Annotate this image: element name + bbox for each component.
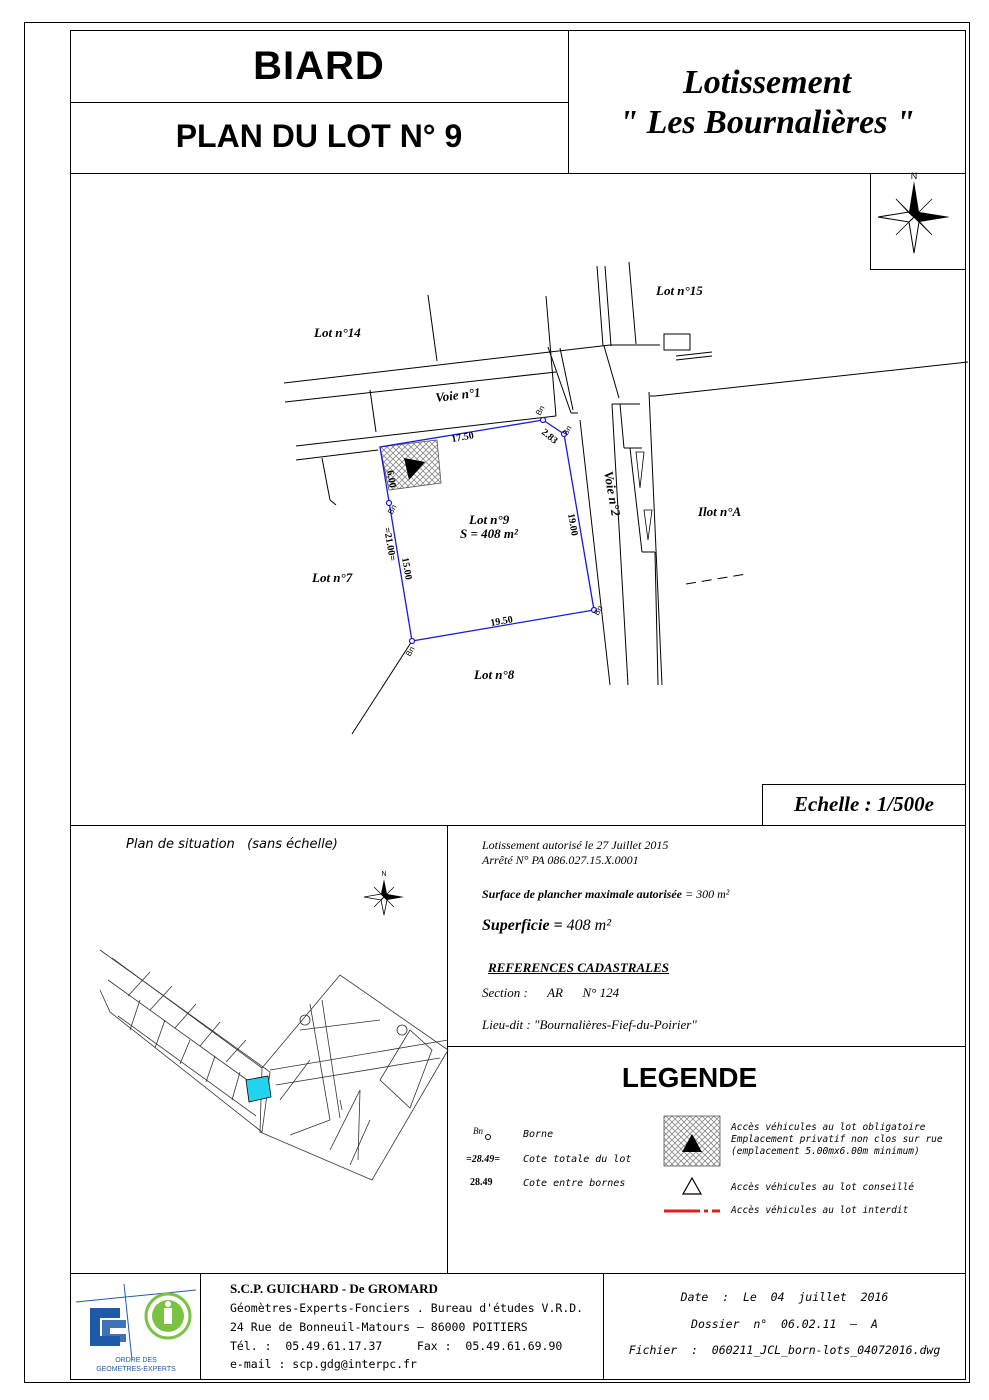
svg-text:Bn: Bn [533, 404, 547, 417]
company-line2: 24 Rue de Bonneuil-Matours — 86000 POITIERS [230, 1320, 528, 1334]
company-line4: e-mail : scp.gdg@interpc.fr [230, 1357, 417, 1371]
voie1-label: Voie n°1 [434, 384, 482, 405]
lot15-label: Lot n°15 [656, 283, 703, 298]
situation-title: Plan de situation (sans échelle) [126, 837, 338, 852]
dim-top: 17.50 [450, 430, 475, 445]
scale-label: Echelle : 1/500e [794, 792, 934, 816]
commune-title: BIARD [253, 44, 385, 88]
superficie-value: 408 m² [562, 917, 612, 934]
dim-left-total: =21.00= [381, 526, 398, 562]
lot9-area: S = 408 m² [460, 526, 518, 541]
lot7-label: Lot n°7 [312, 570, 353, 585]
dim-corner: 2.83 [539, 426, 560, 447]
company-name: S.C.P. GUICHARD - De GROMARD [230, 1281, 438, 1296]
legend-advised: Accès véhicules au lot conseillé [731, 1182, 915, 1193]
superficie [482, 917, 611, 935]
situation-north-icon [364, 871, 404, 915]
svg-text:GEOMETRES-EXPERTS: GEOMETRES-EXPERTS [96, 1366, 176, 1373]
authorisation-date: Lotissement autorisé le 27 Juillet 2015 [482, 838, 669, 852]
svg-text:Bn: Bn [560, 424, 574, 437]
legend-advised-triangle-icon [683, 1178, 701, 1194]
voie2-label: Voie n°2 [601, 469, 624, 518]
cadastral-title: REFERENCES CADASTRALES [488, 960, 669, 975]
dossier-label: Dossier n° 06.02.11 — A [691, 1317, 878, 1331]
superficie-label: Superficie = [482, 917, 563, 934]
legend-mandatory-1: Accès véhicules au lot obligatoire [731, 1122, 926, 1133]
legend-total-symbol: =28.49= [466, 1154, 500, 1165]
legend-between-label: Cote entre bornes [523, 1178, 626, 1189]
lot14-label: Lot n°14 [314, 325, 361, 340]
dim-left-upper: 6.00 [384, 469, 398, 489]
lot9-label: Lot n°9 [469, 512, 510, 527]
dim-right: 19.00 [565, 512, 580, 537]
north-arrow-icon [878, 171, 950, 253]
dim-bottom: 19.50 [489, 614, 514, 629]
situation-lot-highlight [246, 1076, 271, 1102]
legend-between-symbol: 28.49 [470, 1177, 493, 1188]
svg-text:Bn: Bn [385, 503, 399, 516]
lot8-label: Lot n°8 [474, 667, 515, 682]
legend-forbidden: Accès véhicules au lot interdit [731, 1205, 909, 1216]
legend-title: LEGENDE [621, 1062, 758, 1093]
date-label: Date : Le 04 juillet 2016 [680, 1290, 889, 1304]
cadastral-section: Section : AR N° 124 [482, 985, 620, 1000]
arrete-number: Arrêté N° PA 086.027.15.X.0001 [482, 853, 639, 867]
fichier-label: Fichier : 060211_JCL_born-lots_04072016.dwg [628, 1343, 941, 1357]
legend-borne-icon [486, 1135, 491, 1140]
svg-text:N: N [381, 871, 387, 878]
surface-value: = 300 m² [682, 887, 730, 901]
legend-borne-symbol: Bn [473, 1126, 483, 1136]
company-line1: Géomètres-Experts-Fonciers . Bureau d'études V.R.D. [230, 1301, 584, 1315]
parking-marker-icon [636, 452, 644, 488]
svg-text:Bn: Bn [591, 604, 605, 617]
svg-text:Bn: Bn [403, 645, 417, 658]
svg-text:ORDRE DES: ORDRE DES [115, 1357, 157, 1364]
situation-map [100, 950, 448, 1180]
legend-total-label: Cote totale du lot [523, 1154, 632, 1165]
company-line3: Tél. : 05.49.61.17.37 Fax : 05.49.61.69.90 [230, 1339, 563, 1353]
surface-label: Surface de plancher maximale autorisée [482, 887, 682, 901]
lieu-dit: Lieu-dit : "Bournalières-Fief-du-Poirier" [482, 1017, 697, 1032]
parking-marker-icon [644, 510, 652, 540]
dim-left-lower: 15.00 [399, 556, 414, 581]
surface-plancher [482, 887, 729, 902]
surrounding-lines [284, 262, 968, 734]
legend-borne-label: Borne [523, 1129, 554, 1140]
legend-mandatory-3: (emplacement 5.00mx6.00m minimum) [731, 1146, 920, 1157]
ilotA-label: Ilot n°A [698, 504, 742, 519]
lotissement-label: Lotissement [682, 64, 852, 101]
north-label: N [910, 171, 918, 181]
company-logo-icon [72, 1280, 200, 1378]
legend-mandatory-2: Emplacement privatif non clos sur rue [731, 1134, 943, 1145]
plan-title: PLAN DU LOT N° 9 [175, 118, 463, 154]
lotissement-name: " Les Bournalières " [619, 104, 915, 141]
